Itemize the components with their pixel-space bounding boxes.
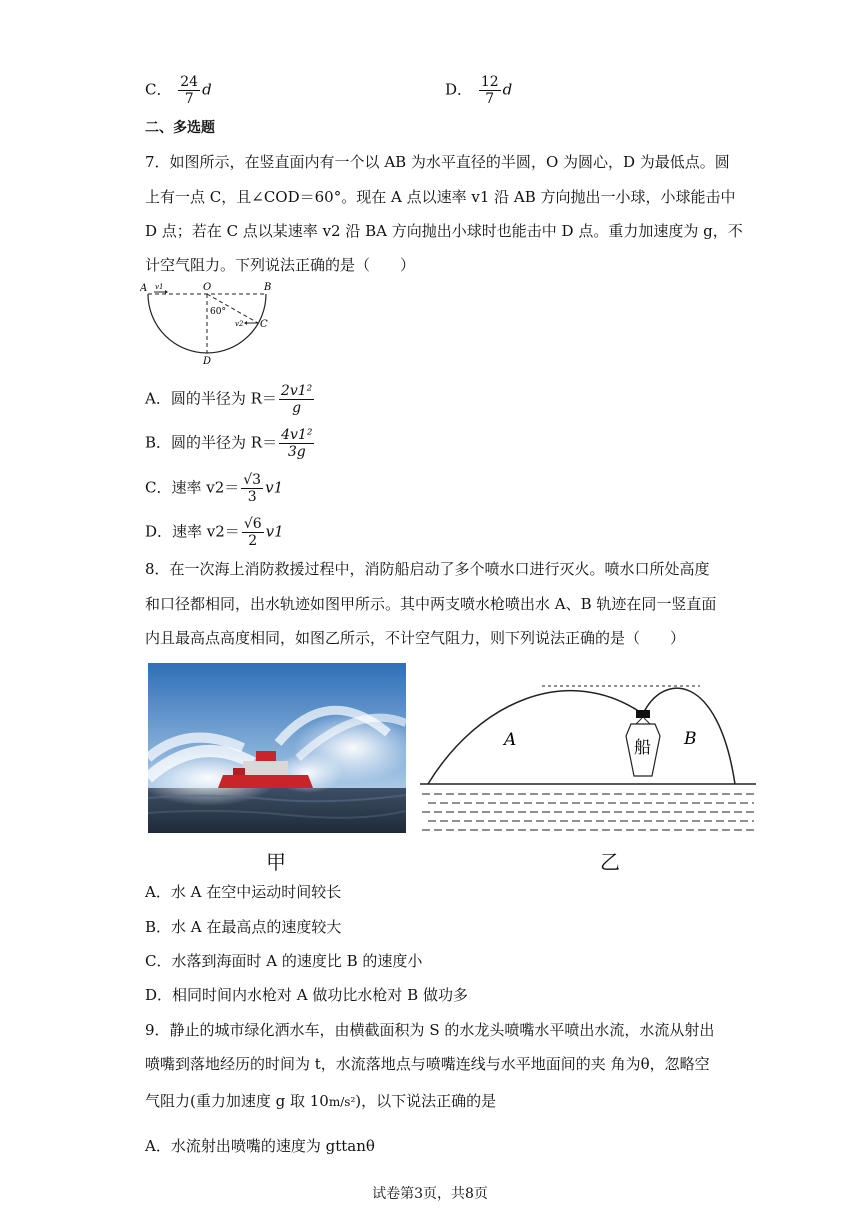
trajectory-b-label: B <box>684 729 697 749</box>
fraction-denominator: 3 <box>247 489 257 505</box>
fraction-numerator: 4v1² <box>281 427 313 443</box>
q9-line-2: 喷嘴到落地经历的时间为 t，水流落地点与喷嘴连线与水平地面间的夹 角为θ，忽略空 <box>145 1055 710 1073</box>
fraction-denominator: g <box>292 400 302 416</box>
q8-option-a: A．水 A 在空中运动时间较长 <box>145 883 342 901</box>
q7-line-2: 上有一点 C，且∠COD＝60°。现在 A 点以速率 v1 沿 AB 方向抛出一小球，小球能击中 <box>145 188 736 206</box>
q6-option-d-fraction <box>479 74 501 107</box>
q8-option-c: C．水落到海面时 A 的速度比 B 的速度小 <box>145 952 423 970</box>
q7-option-d-prefix: D．速率 v2＝ <box>145 522 240 541</box>
v1-arrowhead <box>165 290 168 294</box>
q7-semicircle-figure <box>140 280 290 370</box>
nozzle-stem-right <box>644 718 650 724</box>
fraction-denominator: 3g <box>287 444 306 460</box>
q6-option-c-label: C． <box>145 80 172 99</box>
figure-jia-caption: 甲 <box>266 850 286 874</box>
point-o-label: O <box>203 282 212 293</box>
q8-option-b: B．水 A 在最高点的速度较大 <box>145 918 342 936</box>
fraction-numerator: √6 <box>243 516 262 532</box>
q6-option-d <box>445 74 512 107</box>
water-trajectory-diagram <box>418 672 758 842</box>
q9-line-3-unit: m/s² <box>328 1095 356 1109</box>
q6-option-d-label: D． <box>445 80 473 99</box>
q7-option-c-suffix: v1 <box>265 478 284 497</box>
q7-option-d-suffix: v1 <box>265 522 284 541</box>
angle-label: 60° <box>210 307 226 317</box>
q7-option-d <box>145 516 284 549</box>
q7-line-1: 7．如图所示，在竖直面内有一个以 AB 为水平直径的半圆，O 为圆心，D 为最低点。圆 <box>145 153 730 171</box>
figure-yi-caption: 乙 <box>600 850 620 874</box>
q7-option-c-fraction <box>241 472 263 505</box>
sea-hatching <box>422 794 754 830</box>
q7-line-3: D 点；若在 C 点以某速率 v2 沿 BA 方向抛出小球时也能击中 D 点。重力加速度为 g，不 <box>145 222 743 240</box>
q7-option-c-prefix: C．速率 v2＝ <box>145 478 240 497</box>
q7-option-a <box>145 383 316 416</box>
fraction-numerator: 12 <box>480 74 499 90</box>
q8-line-3: 内且最高点高度相同，如图乙所示，不计空气阻力，则下列说法正确的是（ ） <box>145 629 686 647</box>
ship-label: 船 <box>634 738 651 758</box>
fraction-denominator: 7 <box>184 91 194 107</box>
q7-option-a-fraction <box>279 383 314 416</box>
q8-option-d: D．相同时间内水枪对 A 做功比水枪对 B 做功多 <box>145 986 468 1004</box>
fraction-numerator: 24 <box>180 74 199 90</box>
point-a-label: A <box>140 283 148 294</box>
fireboat-photo <box>148 663 406 833</box>
q9-line-3-prefix: 气阻力(重力加速度 g 取 10 <box>145 1092 329 1110</box>
q8-line-2: 和口径都相同，出水轨迹如图甲所示。其中两支喷水枪喷出水 A、B 轨迹在同一竖直面 <box>145 595 717 613</box>
q6-option-c-var: d <box>202 80 212 99</box>
point-d-label: D <box>203 356 212 367</box>
q6-option-c <box>145 74 212 107</box>
q7-option-a-prefix: A．圆的半径为 R＝ <box>145 389 277 408</box>
q7-line-4: 计空气阻力。下列说法正确的是（ ） <box>145 256 416 274</box>
point-b-label: B <box>264 282 272 293</box>
fraction-denominator: 7 <box>485 91 495 107</box>
nozzle <box>636 710 650 718</box>
q7-option-b <box>145 427 316 460</box>
q7-option-b-prefix: B．圆的半径为 R＝ <box>145 433 278 452</box>
q7-option-b-fraction <box>279 427 314 460</box>
trajectory-a <box>428 691 643 784</box>
q9-option-a: A．水流射出喷嘴的速度为 gttanθ <box>145 1137 375 1155</box>
q7-option-c <box>145 472 283 505</box>
q9-line-3-suffix: )，以下说法正确的是 <box>355 1092 497 1110</box>
q6-option-d-var: d <box>502 80 513 99</box>
v1-label: v1 <box>155 283 164 291</box>
page-footer: 试卷第3页，共8页 <box>372 1186 488 1202</box>
trajectory-a-label: A <box>504 730 517 750</box>
q7-option-d-fraction <box>242 516 264 549</box>
q6-option-c-fraction <box>178 74 200 107</box>
fireboat-photo-drawing <box>148 663 406 833</box>
nozzle-stem-left <box>636 718 642 724</box>
q9-line-1: 9．静止的城市绿化洒水车，由横截面积为 S 的水龙头喷嘴水平喷出水流，水流从射出 <box>145 1021 715 1039</box>
q8-line-1: 8．在一次海上消防救援过程中，消防船启动了多个喷水口进行灭火。喷水口所处高度 <box>145 560 710 578</box>
v2-arrowhead <box>244 321 247 325</box>
point-c-label: C <box>260 319 268 330</box>
q9-line-3 <box>145 1091 496 1112</box>
fraction-numerator: √3 <box>243 472 262 488</box>
v2-label: v2 <box>235 320 244 328</box>
section-title: 二、多选题 <box>145 120 215 136</box>
fraction-denominator: 2 <box>248 533 258 549</box>
fraction-numerator: 2v1² <box>280 383 313 399</box>
